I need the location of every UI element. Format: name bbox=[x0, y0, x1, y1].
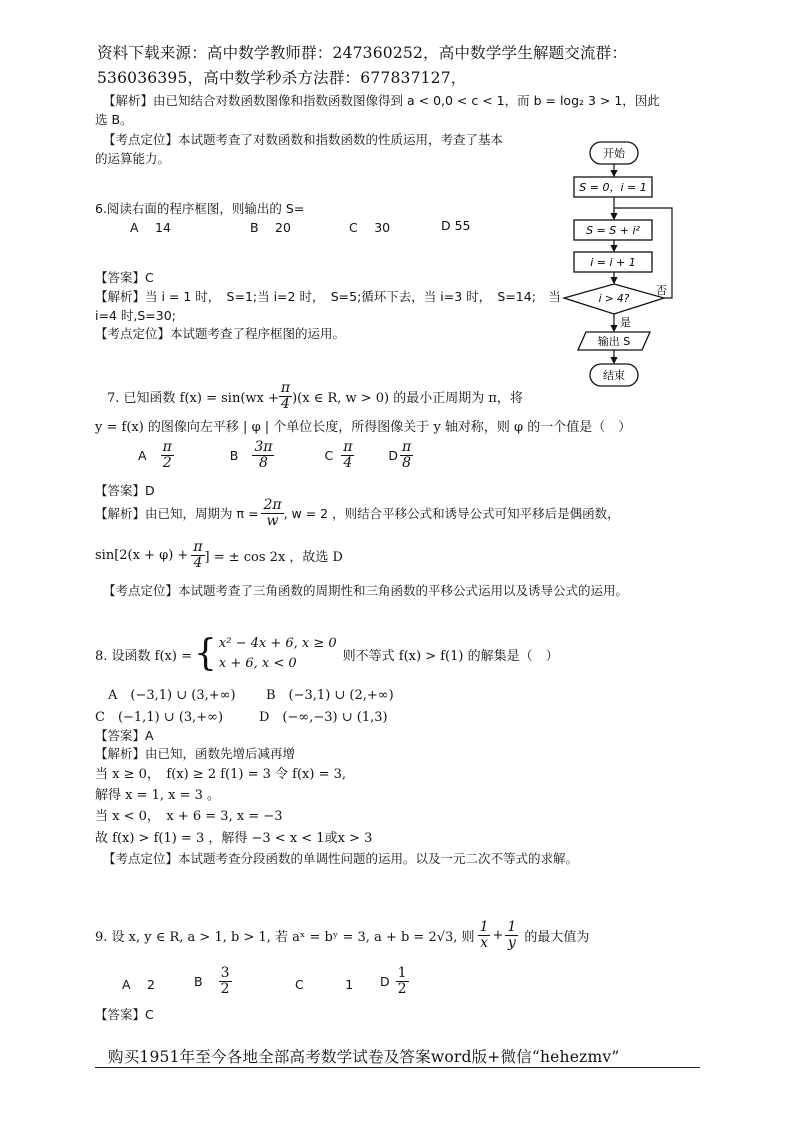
q9-stem-pre: 9. 设 x, y ∈ R, a > 1, b > 1, 若 aˣ = bʸ = 3, a + b = 2√3, 则 bbox=[95, 929, 475, 945]
q8-stem-pre: 8. 设函数 f(x) = bbox=[95, 648, 192, 664]
q6-option-a: A 14 bbox=[130, 220, 171, 235]
q8-piece2: x + 6, x < 0 bbox=[218, 656, 297, 672]
q5-point-text: 本试题考查了对数函数和指数函数的性质运用，考查了基本 bbox=[178, 132, 504, 147]
q5-analysis-text: 由已知结合对数函数图像和指数函数图像得到 a < 0,0 < c < 1，而 b = log₂ 3 > 1，因此 bbox=[153, 93, 660, 108]
q8-answer: 【答案】A bbox=[95, 728, 154, 743]
q6-point: 【考点定位】本试题考查了程序框图的运用。 bbox=[95, 326, 346, 341]
q8-stem bbox=[95, 634, 559, 674]
header-line-2: 536036395，高中数学秒杀方法群：677837127， bbox=[97, 69, 467, 87]
q8-line3: 当 x < 0， x + 6 = 3, x = −3 bbox=[95, 809, 283, 824]
q7-option-c-label: C bbox=[324, 447, 334, 463]
q6-option-d: D 55 bbox=[441, 218, 471, 233]
q7-stem-fraction bbox=[279, 381, 292, 411]
q9-answer: 【答案】C bbox=[95, 1007, 154, 1022]
flowchart-init-label: S = 0，i = 1 bbox=[579, 181, 647, 194]
footer-text: 购买1951年至今各地全部高考数学试卷及答案word版+微信“hehezmv” bbox=[108, 1048, 620, 1066]
q9-frac1-den: x bbox=[480, 934, 488, 951]
q9-stem bbox=[95, 920, 589, 950]
q7-option-c bbox=[341, 440, 354, 470]
q8-line1: 当 x ≥ 0， f(x) ≥ 2 f(1) = 3 令 f(x) = 3, bbox=[95, 767, 347, 782]
q8-option-c: C (−1,1) ∪ (3,+∞) bbox=[95, 710, 224, 725]
q8-option-b: B (−3,1) ∪ (2,+∞) bbox=[266, 688, 394, 703]
q7-line2: y = f(x) 的图像向左平移 | φ | 个单位长度，所得图像关于 y 轴对称，则 φ 的一个值是（ ） bbox=[95, 420, 632, 435]
q7-stem bbox=[107, 381, 523, 411]
q7-analysis-fraction bbox=[261, 498, 283, 528]
q9-option-d-label: D bbox=[380, 973, 390, 989]
q9-option-d bbox=[380, 966, 409, 996]
q7-option-c-num: π bbox=[343, 439, 353, 455]
q6-stem: 6.阅读右面的程序框图，则输出的 S= bbox=[95, 201, 305, 216]
q8-line4: 故 f(x) > f(1) = 3 ，解得 −3 < x < 1或x > 3 bbox=[95, 831, 373, 846]
q7-analysis bbox=[95, 498, 620, 528]
flowchart-decision-label: i > 4? bbox=[598, 293, 630, 305]
q5-point bbox=[103, 130, 503, 148]
q5-point-tag: 【考点定位】 bbox=[103, 132, 179, 147]
q9-option-b-label: B bbox=[194, 973, 203, 989]
q9-frac2-num: 1 bbox=[507, 919, 517, 935]
q7-option-a-num: π bbox=[162, 439, 172, 455]
q7-option-a-den: 2 bbox=[162, 454, 172, 471]
flowchart bbox=[560, 132, 690, 394]
flowchart-end-label: 结束 bbox=[603, 369, 625, 382]
q7-option-c-den: 4 bbox=[343, 454, 353, 471]
q8-pieces bbox=[219, 634, 337, 674]
q7-formula-frac-num: π bbox=[193, 539, 203, 555]
q9-stem-post: 的最大值为 bbox=[524, 929, 590, 945]
q9-frac2 bbox=[505, 920, 518, 950]
q8-line2: 解得 x = 1, x = 3 。 bbox=[95, 788, 221, 803]
q8-option-a: A (−3,1) ∪ (3,+∞) bbox=[108, 688, 236, 703]
q6-option-c: C 30 bbox=[349, 220, 391, 235]
q7-formula bbox=[95, 540, 343, 570]
q7-formula-fraction bbox=[191, 540, 204, 570]
q7-option-b-label: B bbox=[229, 447, 239, 463]
q7-point: 【考点定位】本试题考查了三角函数的周期性和三角函数的平移公式运用以及诱导公式的运用。 bbox=[103, 583, 629, 598]
q5-analysis-tag: 【解析】 bbox=[103, 93, 154, 108]
q9-option-d-den: 2 bbox=[397, 980, 407, 997]
q7-options bbox=[138, 440, 413, 470]
q8-point: 【考点定位】本试题考查分段函数的单调性问题的运用。以及一元二次不等式的求解。 bbox=[103, 851, 579, 866]
q7-option-d-den: 8 bbox=[402, 454, 412, 471]
q7-formula-frac-den: 4 bbox=[193, 554, 203, 571]
q9-frac1-num: 1 bbox=[479, 919, 489, 935]
flowchart-yes-label: 是 bbox=[620, 316, 631, 329]
q7-analysis-frac-num: 2π bbox=[263, 497, 282, 513]
q9-option-b-frac bbox=[219, 966, 232, 996]
q7-option-b bbox=[252, 440, 274, 470]
q7-analysis-pre: 【解析】由已知，周期为 π = bbox=[95, 506, 259, 522]
q9-option-b bbox=[194, 966, 232, 996]
footer-rule bbox=[95, 1067, 700, 1068]
q7-answer: 【答案】D bbox=[95, 483, 155, 498]
q7-stem-frac-num: π bbox=[280, 380, 291, 396]
q9-option-d-frac bbox=[396, 966, 409, 996]
q7-option-a bbox=[161, 440, 174, 470]
q7-stem-frac-den: 4 bbox=[281, 395, 290, 412]
q7-analysis-post: , w = 2 ，则结合平移公式和诱导公式可知平移后是偶函数， bbox=[283, 506, 620, 522]
q9-option-d-num: 1 bbox=[397, 965, 407, 981]
q9-option-a: A 2 bbox=[122, 977, 155, 992]
q8-piece1: x² − 4x + 6, x ≥ 0 bbox=[218, 636, 337, 651]
q9-option-c: C 1 bbox=[295, 977, 354, 992]
q7-stem-post: )(x ∈ R, w > 0) 的最小正周期为 π，将 bbox=[292, 390, 523, 406]
flowchart-start-label: 开始 bbox=[603, 147, 625, 160]
q7-formula-post: ] = ± cos 2x ，故选 D bbox=[204, 549, 343, 565]
q9-option-b-den: 2 bbox=[220, 980, 230, 997]
q9-frac1 bbox=[478, 920, 491, 950]
q5-point-cont: 的运算能力。 bbox=[95, 151, 171, 166]
q9-frac2-den: y bbox=[507, 934, 516, 951]
q8-option-d: D (−∞,−3) ∪ (1,3) bbox=[259, 710, 388, 725]
q7-option-b-num: 3π bbox=[254, 439, 273, 455]
header-line-1: 资料下载来源：高中数学教师群：247360252，高中数学学生解题交流群： bbox=[97, 44, 628, 62]
q5-analysis-cont: 选 B。 bbox=[95, 112, 133, 127]
flowchart-step2-label: i = i + 1 bbox=[590, 256, 636, 269]
q6-option-b: B 20 bbox=[250, 220, 291, 235]
q5-analysis bbox=[103, 91, 660, 109]
q9-option-b-num: 3 bbox=[220, 965, 230, 981]
q8-stem-post: 则不等式 f(x) > f(1) 的解集是（ ） bbox=[342, 648, 559, 664]
q6-analysis-cont: i=4 时,S=30; bbox=[95, 308, 176, 323]
q6-answer: 【答案】C bbox=[95, 270, 154, 285]
q9-plus: + bbox=[492, 927, 504, 943]
flowchart-step1-label: S = S + i² bbox=[586, 224, 640, 237]
q8-analysis: 【解析】由已知，函数先增后减再增 bbox=[95, 746, 296, 761]
q7-analysis-frac-den: w bbox=[266, 512, 279, 529]
q7-option-b-den: 8 bbox=[258, 454, 268, 471]
q7-option-d-label: D bbox=[388, 447, 399, 463]
q7-option-d-num: π bbox=[402, 439, 412, 455]
flowchart-output-label: 输出 S bbox=[597, 335, 631, 348]
q6-analysis: 【解析】当 i = 1 时， S=1;当 i=2 时， S=5;循环下去，当 i=3 时， S=14; 当 bbox=[95, 289, 561, 304]
q7-option-a-label: A bbox=[138, 447, 147, 463]
q7-formula-pre: sin[2(x + φ) + bbox=[95, 547, 189, 563]
q7-option-d bbox=[400, 440, 413, 470]
q8-brace: { bbox=[193, 633, 217, 675]
flowchart-no-label: 否 bbox=[656, 284, 667, 297]
q7-stem-pre: 7. 已知函数 f(x) = sin(wx + bbox=[107, 390, 279, 406]
